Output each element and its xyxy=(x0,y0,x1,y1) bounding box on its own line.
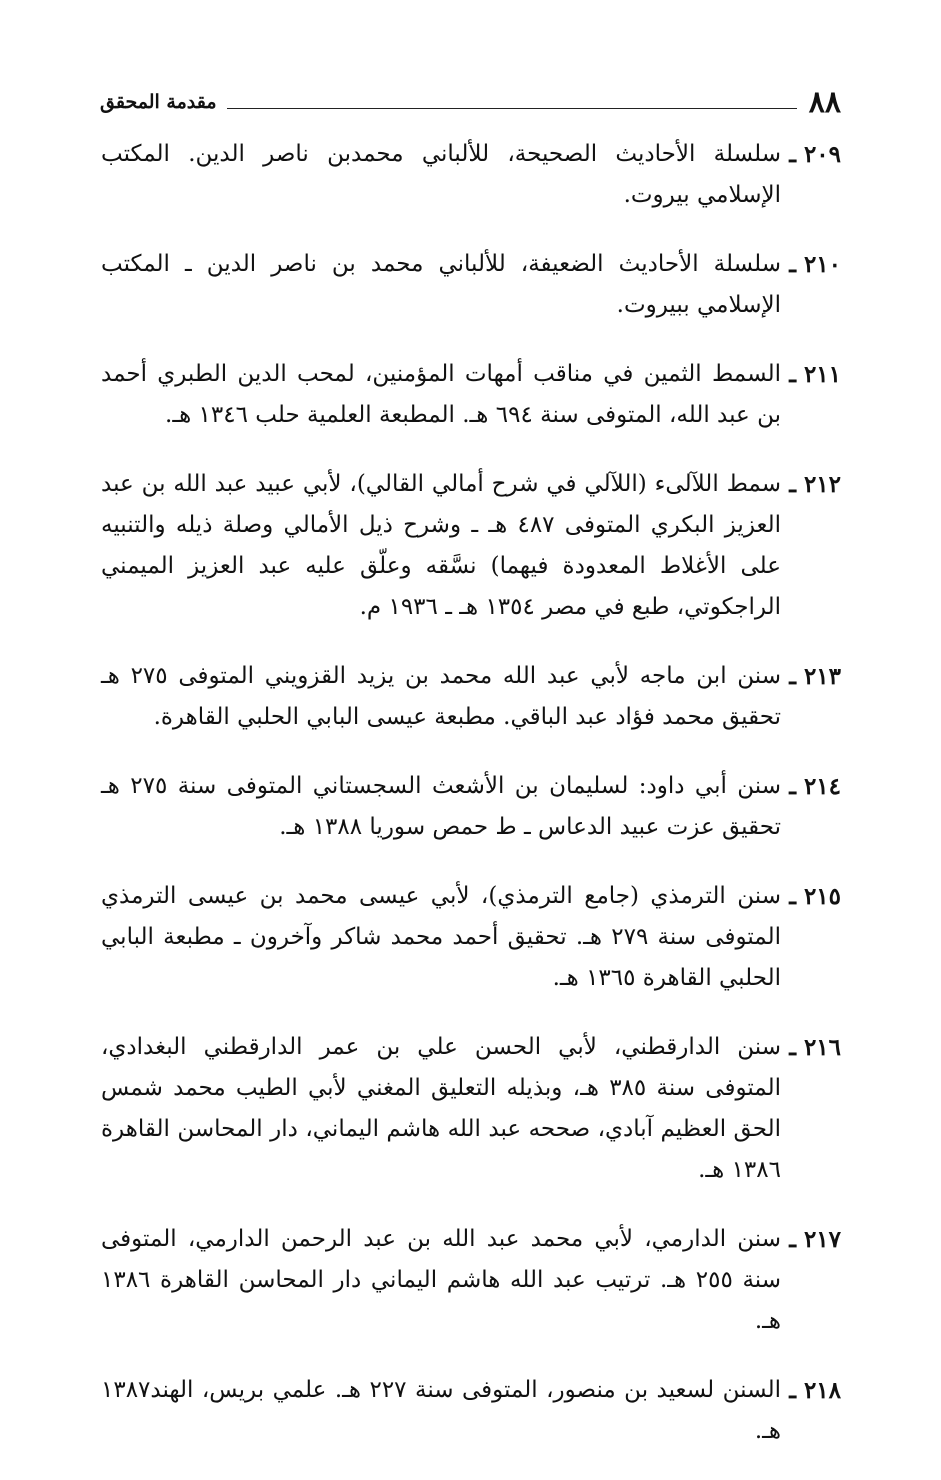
header-rule xyxy=(227,108,797,109)
entry-text: سنن الدارقطني، لأبي الحسن علي بن عمر الدارقطني البغدادي، المتوفى سنة ٣٨٥ هـ، وبذيله التعليق المغني لأبي الطيب محمد شمس الحق العظيم آبادي، صححه عبد الله هاشم اليماني، دار المحاسن القاهرة ١٣٨٦ هـ. xyxy=(101,1034,781,1183)
entry-number: ٢١١ ـ xyxy=(789,361,841,388)
entry-number: ٢١٦ ـ xyxy=(789,1034,841,1061)
bibliography-list xyxy=(101,134,841,1480)
bibliography-entry-210 xyxy=(101,244,841,326)
bibliography-entry-217 xyxy=(101,1219,841,1342)
page-number: ٨٨ xyxy=(808,84,841,120)
entry-text: سمط اللآلىء (اللآلي في شرح أمالي القالي)، لأبي عبيد عبد الله بن عبد العزيز البكري المتوفى ٤٨٧ هـ ـ وشرح ذيل الأمالي وصلة ذيله والتنبيه على الأغلاط المعدودة فيهما) نسَّقه وعلّق عليه عبد العزيز الميمني الراجكوتي، طبع في مصر ١٣٥٤ هـ ـ ١٩٣٦ م. xyxy=(101,471,782,620)
entry-text: السنن لسعيد بن منصور، المتوفى سنة ٢٢٧ هـ. علمي بريس، الهند١٣٨٧ هـ. xyxy=(101,1377,781,1444)
bibliography-entry-212 xyxy=(101,464,841,628)
bibliography-entry-216 xyxy=(101,1027,841,1191)
entry-number: ٢١٤ ـ xyxy=(789,773,841,800)
entry-number: ٢١٧ ـ xyxy=(789,1226,841,1253)
entry-text: سنن أبي داود: لسليمان بن الأشعث السجستاني المتوفى سنة ٢٧٥ هـ تحقيق عزت عبيد الدعاس ـ ط حمص سوريا ١٣٨٨ هـ. xyxy=(101,773,781,840)
entry-text: السمط الثمين في مناقب أمهات المؤمنين، لمحب الدين الطبري أحمد بن عبد الله، المتوفى سنة ٦٩٤ هـ. المطبعة العلمية حلب ١٣٤٦ هـ. xyxy=(101,361,781,428)
bibliography-entry-218 xyxy=(101,1370,841,1452)
bibliography-entry-213 xyxy=(101,656,841,738)
entry-text: سلسلة الأحاديث الضعيفة، للألباني محمد بن ناصر الدين ـ المكتب الإسلامي ببيروت. xyxy=(101,251,781,318)
page-header xyxy=(100,84,841,120)
entry-text: سنن ابن ماجه لأبي عبد الله محمد بن يزيد القزويني المتوفى ٢٧٥ هـ تحقيق محمد فؤاد عبد الباقي. مطبعة عيسى البابي الحلبي القاهرة. xyxy=(101,663,782,730)
bibliography-entry-214 xyxy=(101,766,841,848)
entry-number: ٢٠٩ ـ xyxy=(789,141,841,168)
entry-number: ٢١٥ ـ xyxy=(789,883,841,910)
bibliography-entry-209 xyxy=(101,134,841,216)
running-title: مقدمة المحقق xyxy=(100,91,217,113)
bibliography-entry-215 xyxy=(101,876,841,999)
entry-text: سنن الترمذي (جامع الترمذي)، لأبي عيسى محمد بن عيسى الترمذي المتوفى سنة ٢٧٩ هـ. تحقيق أحمد محمد شاكر وآخرون ـ مطبعة البابي الحلبي القاهرة ١٣٦٥ هـ. xyxy=(101,883,781,991)
entry-number: ٢١٨ ـ xyxy=(789,1377,841,1404)
entry-text: سلسلة الأحاديث الصحيحة، للألباني محمدبن ناصر الدين. المكتب الإسلامي بيروت. xyxy=(101,141,781,208)
entry-text: سنن الدارمي، لأبي محمد عبد الله بن عبد الرحمن الدارمي، المتوفى سنة ٢٥٥ هـ. ترتيب عبد الله هاشم اليماني دار المحاسن القاهرة ١٣٨٦ هـ. xyxy=(101,1226,782,1334)
entry-number: ٢١٣ ـ xyxy=(789,663,841,690)
bibliography-entry-211 xyxy=(101,354,841,436)
entry-number: ٢١٢ ـ xyxy=(789,471,841,498)
entry-number: ٢١٠ ـ xyxy=(789,251,841,278)
